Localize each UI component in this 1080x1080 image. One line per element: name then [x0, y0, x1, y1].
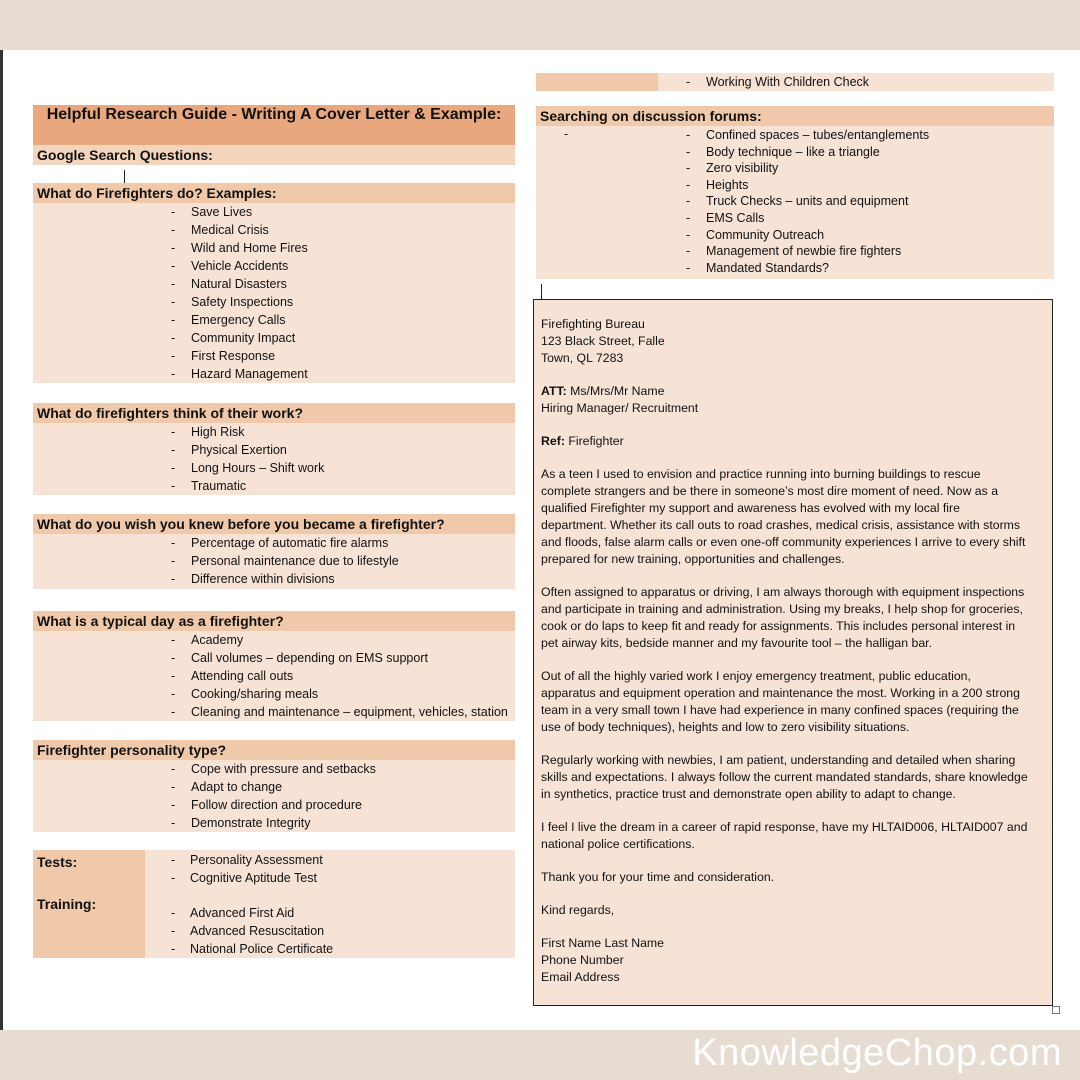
- working-with-children-item: Working With Children Check: [706, 75, 870, 89]
- section-personality-type: [33, 740, 515, 832]
- letter-paragraph: As a teen I used to envision and practice running into burning buildings to rescue complete strangers and be there in someone’s most dire moment of need. Now as a qualified Firefighter my support and awareness has evolved with my local fire department. Whether its call outs to road crashes, medical crisis, assistance with storms and floods, false alarm calls or even one-off community experiences I arrive to every shift prepared for new training, opportunities and challenges.: [541, 467, 1026, 566]
- list-item: - Cope with pressure and setbacks: [171, 762, 376, 776]
- signature-block: First Name Last Name Phone Number Email Address: [541, 936, 664, 984]
- tests-label: Tests:: [37, 854, 78, 870]
- list-item: - Advanced First Aid: [171, 906, 295, 920]
- list-item: - Call volumes – depending on EMS support: [171, 651, 428, 665]
- footer-bar: [0, 1030, 1080, 1080]
- section-typical-day: [33, 611, 515, 721]
- list-item: - EMS Calls: [686, 210, 765, 225]
- list-item: - Vehicle Accidents: [171, 259, 289, 273]
- right-top-band: [536, 73, 1054, 91]
- training-label: Training:: [37, 896, 97, 912]
- cover-letter-textbox[interactable]: [533, 299, 1053, 1006]
- text-cursor: [541, 284, 542, 300]
- letter-paragraph: Kind regards,: [541, 903, 615, 917]
- list-item: - Management of newbie fire fighters: [686, 244, 902, 259]
- list-item: - Physical Exertion: [171, 443, 287, 457]
- bullet-dash: -: [564, 127, 569, 141]
- section-heading: Searching on discussion forums:: [536, 106, 1054, 126]
- list-item: - Truck Checks – units and equipment: [686, 194, 909, 209]
- list-item: - Personality Assessment: [171, 853, 323, 867]
- list-item: - Body technique – like a triangle: [686, 144, 880, 159]
- list-item: - Percentage of automatic fire alarms: [171, 536, 389, 550]
- letter-paragraph: Thank you for your time and consideration.: [541, 870, 775, 884]
- section-what-firefighters-do: [33, 183, 515, 383]
- list-item: - High Risk: [171, 425, 245, 439]
- list-item: - Adapt to change: [171, 780, 283, 794]
- list-item: - Natural Disasters: [171, 277, 287, 291]
- section-heading: Firefighter personality type?: [33, 740, 515, 760]
- section-heading: What do you wish you knew before you became a firefighter?: [33, 514, 515, 534]
- recipient-address: Firefighting Bureau 123 Black Street, Falle Town, QL 7283: [541, 317, 665, 365]
- list-item: - Confined spaces – tubes/entanglements: [686, 128, 930, 142]
- section-heading: What is a typical day as a firefighter?: [33, 611, 515, 631]
- brand-watermark: KnowledgeChop.com: [692, 1032, 1062, 1074]
- list-item: - National Police Certificate: [171, 942, 334, 956]
- letter-paragraph: Out of all the highly varied work I enjoy emergency treatment, public education, apparatus and equipment operation and maintenance the most. Working in a 200 strong team in a very small town I have had experience in many confined spaces (requiring the use of body techniques), heights and low to zero visibility situations.: [541, 669, 1020, 734]
- section-heading: What do Firefighters do? Examples:: [33, 183, 515, 203]
- list-item: - Hazard Management: [171, 367, 308, 381]
- list-item: - Heights: [686, 177, 749, 192]
- right-top-lead-cell: [536, 73, 658, 91]
- list-item: - Zero visibility: [686, 161, 779, 176]
- list-item: - Save Lives: [171, 205, 253, 219]
- list-item: - Safety Inspections: [171, 295, 294, 309]
- attention-block: ATT: Ms/Mrs/Mr Name Hiring Manager/ Recruitment: [541, 384, 699, 415]
- section-wish-you-knew: [33, 514, 515, 589]
- resize-handle[interactable]: [1052, 1006, 1060, 1014]
- list-item: - Mandated Standards?: [686, 260, 830, 275]
- tests-training-list: [145, 850, 515, 958]
- list-item: - Academy: [171, 633, 244, 647]
- list-item: - Cognitive Aptitude Test: [171, 871, 317, 885]
- section-discussion-forums: [536, 106, 1054, 279]
- letter-paragraph: Regularly working with newbies, I am patient, understanding and detailed when sharing skills and expectations. I always follow the current mandated standards, share knowledge in synthetics, practice trust and demonstrate open ability to adapt to change.: [541, 753, 1028, 801]
- list-item: - Personal maintenance due to lifestyle: [171, 554, 399, 568]
- document-title: Helpful Research Guide - Writing A Cover Letter & Example:: [33, 105, 515, 145]
- section-heading: What do firefighters think of their work?: [33, 403, 515, 423]
- list-item: - Wild and Home Fires: [171, 241, 308, 255]
- list-item: - Medical Crisis: [171, 223, 269, 237]
- list-item: - Community Impact: [171, 331, 296, 345]
- list-item: - Advanced Resuscitation: [171, 924, 325, 938]
- letter-paragraph: Often assigned to apparatus or driving, I am always thorough with equipment inspections and participate in training and administration. Using my breaks, I help shop for groceries, cook or do laps to keep fit and ready for assignments. This includes personal interest in pet airway kits, bedside manner and my favourite tool – the halligan bar.: [541, 585, 1025, 650]
- reference-line: Ref: Firefighter: [541, 434, 624, 448]
- tests-training-labels: [33, 850, 145, 958]
- list-item: - Attending call outs: [171, 669, 294, 683]
- letter-paragraph: I feel I live the dream in a career of rapid response, have my HLTAID006, HLTAID007 and national police certifications.: [541, 820, 1028, 851]
- list-item: - Follow direction and procedure: [171, 798, 362, 812]
- document-page: [0, 50, 1080, 1030]
- list-item: - Community Outreach: [686, 227, 825, 242]
- list-item: - First Response: [171, 349, 276, 363]
- list-item: - Traumatic: [171, 479, 247, 493]
- bullet-dash: -: [686, 75, 691, 89]
- section-firefighters-think: [33, 403, 515, 495]
- list-item: - Long Hours – Shift work: [171, 461, 325, 475]
- list-item: - Cooking/sharing meals: [171, 687, 319, 701]
- list-item: - Difference within divisions: [171, 572, 335, 586]
- list-item: - Demonstrate Integrity: [171, 816, 311, 830]
- google-search-heading: Google Search Questions:: [33, 145, 515, 165]
- list-item: - Cleaning and maintenance – equipment, vehicles, station: [171, 705, 508, 719]
- list-item: - Emergency Calls: [171, 313, 286, 327]
